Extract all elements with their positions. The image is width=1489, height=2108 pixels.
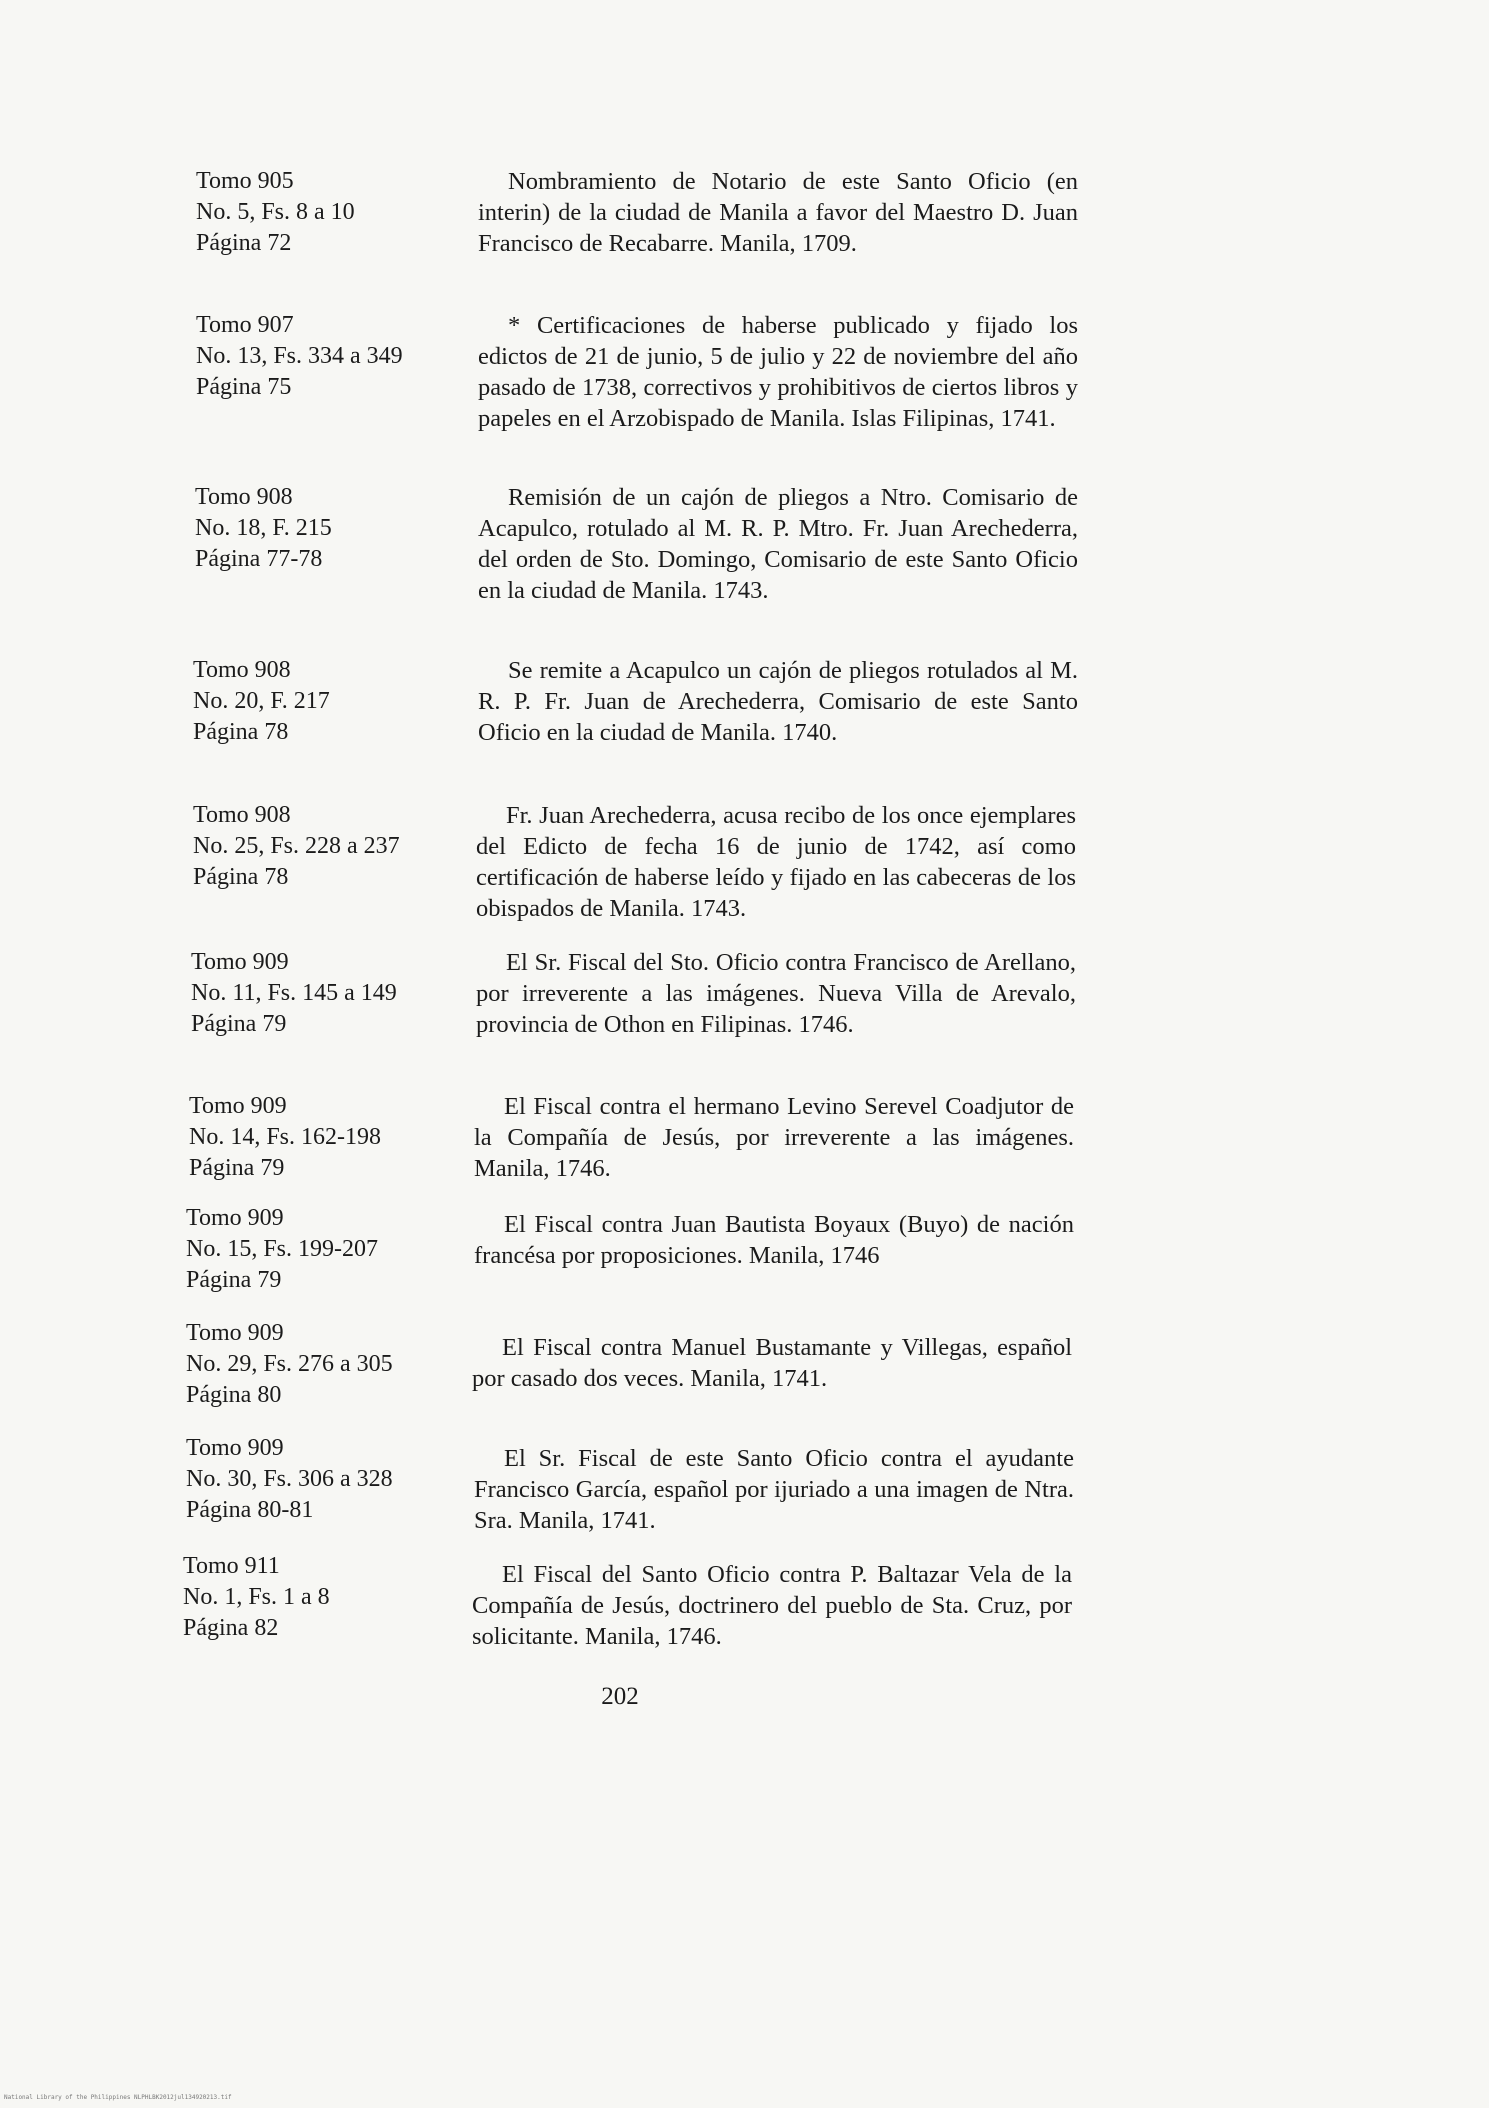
archive-reference — [189, 1091, 459, 1184]
tomo-label: Tomo 908 — [193, 802, 291, 828]
folio-label: No. 25, Fs. 228 a 237 — [193, 833, 400, 859]
entry-description: Se remite a Acapulco un cajón de pliegos rotulados al M. R. P. Fr. Juan de Arechederra, Comisario de este Santo Oficio en la ciudad de Manila. 1740. — [478, 657, 1078, 746]
pagina-label: Página 80 — [186, 1382, 282, 1408]
tomo-label: Tomo 908 — [195, 484, 293, 510]
entry-description: El Sr. Fiscal de este Santo Oficio contra el ayudante Francisco García, español por ijuriado a una imagen de Ntra. Sra. Manila, 1741. — [474, 1445, 1074, 1534]
entry-description: El Fiscal contra Juan Bautista Boyaux (Buyo) de nación francésa por proposiciones. Manila, 1746 — [474, 1211, 1074, 1269]
entry-description: El Fiscal contra el hermano Levino Serevel Coadjutor de la Compañía de Jesús, por irreverente a las imágenes. Manila, 1746. — [474, 1093, 1074, 1182]
pagina-label: Página 79 — [191, 1011, 287, 1037]
tomo-label: Tomo 909 — [186, 1435, 284, 1461]
archive-reference — [186, 1203, 456, 1296]
archive-reference — [183, 1551, 453, 1644]
pagina-label: Página 78 — [193, 864, 289, 890]
tomo-label: Tomo 908 — [193, 657, 291, 683]
folio-label: No. 29, Fs. 276 a 305 — [186, 1351, 393, 1377]
folio-label: No. 30, Fs. 306 a 328 — [186, 1466, 393, 1492]
tomo-label: Tomo 905 — [196, 168, 294, 194]
archive-reference — [195, 482, 465, 575]
pagina-label: Página 79 — [189, 1155, 285, 1181]
pagina-label: Página 79 — [186, 1267, 282, 1293]
pagina-label: Página 80-81 — [186, 1497, 314, 1523]
folio-label: No. 5, Fs. 8 a 10 — [196, 199, 355, 225]
tomo-label: Tomo 909 — [191, 949, 289, 975]
pagina-label: Página 75 — [196, 374, 292, 400]
tomo-label: Tomo 911 — [183, 1553, 280, 1579]
archive-reference — [186, 1433, 456, 1526]
folio-label: No. 18, F. 215 — [195, 515, 332, 541]
entry-description: Nombramiento de Notario de este Santo Oficio (en interin) de la ciudad de Manila a favor del Maestro D. Juan Francisco de Recabarre. Manila, 1709. — [478, 168, 1078, 257]
entry-description: Remisión de un cajón de pliegos a Ntro. Comisario de Acapulco, rotulado al M. R. P. Mtro. Fr. Juan Arechederra, del orden de Sto. Domingo, Comisario de este Santo Oficio en la ciudad de Manila. 1743. — [478, 484, 1078, 604]
pagina-label: Página 78 — [193, 719, 289, 745]
page-number: 202 — [601, 1683, 639, 1710]
tomo-label: Tomo 907 — [196, 312, 294, 338]
folio-label: No. 1, Fs. 1 a 8 — [183, 1584, 330, 1610]
entry-description: El Sr. Fiscal del Sto. Oficio contra Francisco de Arellano, por irreverente a las imágenes. Nueva Villa de Arevalo, provincia de Othon en Filipinas. 1746. — [476, 949, 1076, 1038]
tomo-label: Tomo 909 — [186, 1320, 284, 1346]
archive-reference — [193, 800, 463, 893]
entry-description: El Fiscal contra Manuel Bustamante y Villegas, español por casado dos veces. Manila, 1741. — [472, 1334, 1072, 1392]
pagina-label: Página 77-78 — [195, 546, 323, 572]
archive-reference — [191, 947, 461, 1040]
archive-reference — [193, 655, 463, 748]
pagina-label: Página 72 — [196, 230, 292, 256]
folio-label: No. 11, Fs. 145 a 149 — [191, 980, 397, 1006]
archive-reference — [196, 310, 466, 403]
folio-label: No. 15, Fs. 199-207 — [186, 1236, 379, 1262]
entry-description: * Certificaciones de haberse publicado y fijado los edictos de 21 de junio, 5 de julio y 22 de noviembre del año pasado de 1738, correctivos y prohibitivos de ciertos libros y papeles en el Arzobispado de Manila. Islas Filipinas, 1741. — [478, 312, 1078, 432]
entry-description: Fr. Juan Arechederra, acusa recibo de los once ejemplares del Edicto de fecha 16 de junio de 1742, así como certificación de haberse leído y fijado en las cabeceras de los obispados de Manila. 1743. — [476, 802, 1076, 922]
entry-description: El Fiscal del Santo Oficio contra P. Baltazar Vela de la Compañía de Jesús, doctrinero del pueblo de Sta. Cruz, por solicitante. Manila, 1746. — [472, 1561, 1072, 1650]
tomo-label: Tomo 909 — [186, 1205, 284, 1231]
folio-label: No. 14, Fs. 162-198 — [189, 1124, 382, 1150]
archive-reference — [196, 166, 466, 259]
pagina-label: Página 82 — [183, 1615, 279, 1641]
folio-label: No. 20, F. 217 — [193, 688, 330, 714]
archive-reference — [186, 1318, 456, 1411]
tomo-label: Tomo 909 — [189, 1093, 287, 1119]
folio-label: No. 13, Fs. 334 a 349 — [196, 343, 403, 369]
scan-footer: National Library of the Philippines NLPHLBK2012jul134920213.tif — [4, 2094, 232, 2101]
